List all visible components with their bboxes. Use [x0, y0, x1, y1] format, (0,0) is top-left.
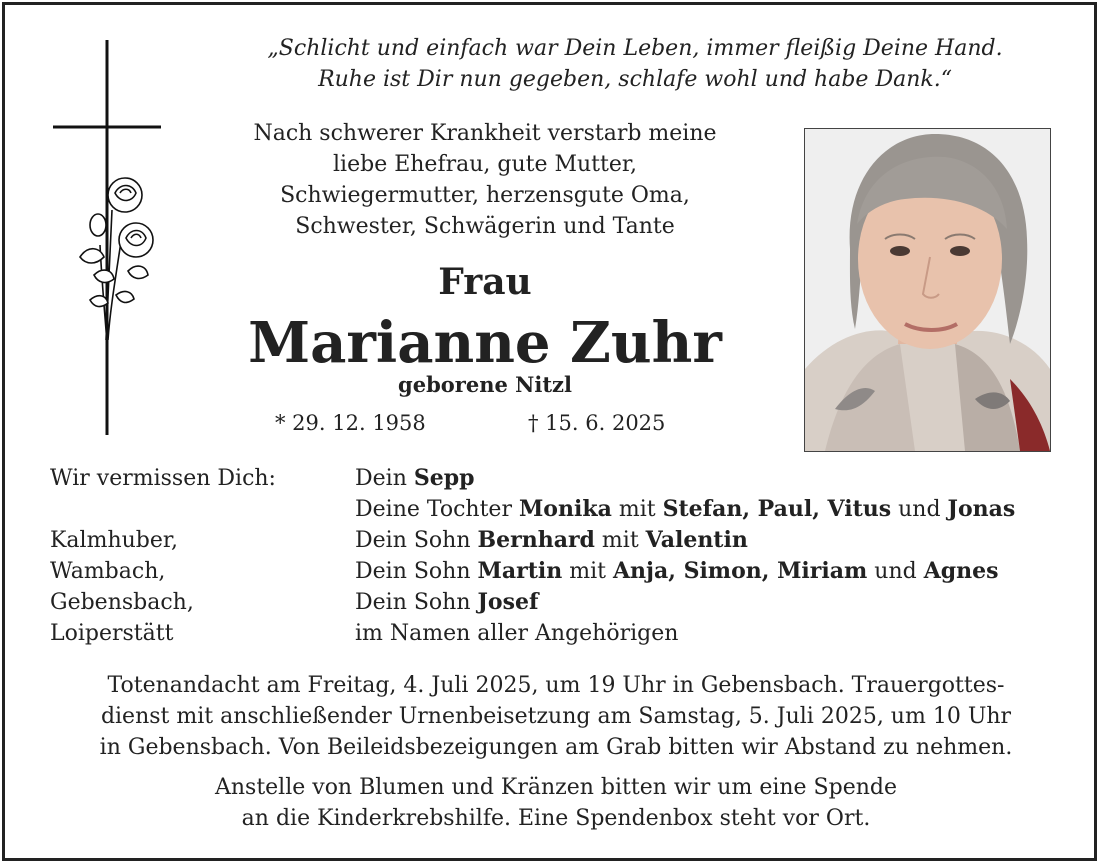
mourner-names	[355, 463, 475, 494]
quote	[185, 33, 1085, 95]
mourner-row	[50, 494, 1080, 525]
donation-line: an die Kinderkrebshilfe. Eine Spendenbox steht vor Ort.	[241, 806, 871, 831]
mourner-name: Jonas	[947, 496, 1016, 522]
mourner-names	[355, 525, 748, 556]
mourner-text: Dein Sohn	[355, 528, 478, 553]
mourner-name: Valentin	[645, 527, 748, 553]
mourner-name: Monika	[518, 496, 612, 522]
mourner-text: und	[891, 497, 948, 522]
mourner-place: Kalmhuber,	[50, 528, 178, 553]
birth-date: * 29. 12. 1958	[275, 411, 426, 435]
mourner-name: Anja, Simon, Miriam	[612, 558, 868, 584]
announcement-line: Schwester, Schwägerin und Tante	[295, 214, 675, 239]
donation-info	[45, 772, 1067, 834]
mourner-text: mit	[562, 559, 613, 584]
mourner-row	[50, 525, 1080, 556]
mourner-row	[50, 463, 1080, 494]
mourner-name: Josef	[477, 589, 539, 615]
mourner-place: Wambach,	[50, 559, 166, 584]
mourner-text: Dein	[355, 466, 414, 491]
quote-line: Ruhe ist Dir nun gegeben, schlafe wohl und habe Dank.“	[318, 67, 952, 92]
cross-with-roses-icon	[50, 35, 165, 440]
portrait-photo	[804, 128, 1051, 452]
mourner-name: Stefan, Paul, Vitus	[662, 496, 892, 522]
mourner-name: Agnes	[923, 558, 999, 584]
mourner-text: mit	[611, 497, 663, 522]
service-line: Totenandacht am Freitag, 4. Juli 2025, um 19 Uhr in Gebensbach. Trauergottes-	[107, 673, 1005, 698]
mourner-text: Dein Sohn	[355, 590, 478, 615]
mourner-names	[355, 494, 1015, 525]
death-date: † 15. 6. 2025	[528, 411, 666, 435]
birth-name: geborene Nitzl	[398, 372, 572, 397]
mourner-place: Wir vermissen Dich:	[50, 466, 276, 491]
service-line: dienst mit anschließender Urnenbeisetzung am Samstag, 5. Juli 2025, um 10 Uhr	[100, 704, 1012, 729]
announcement-text	[205, 118, 765, 242]
announcement-line: Nach schwerer Krankheit verstarb meine	[253, 121, 717, 146]
donation-line: Anstelle von Blumen und Kränzen bitten wir um eine Spende	[214, 775, 898, 800]
mourner-text: mit	[594, 528, 646, 553]
mourner-row	[50, 618, 1080, 649]
mourner-name: Sepp	[413, 465, 475, 491]
mourner-names	[355, 587, 538, 618]
mourner-text: im Namen aller Angehörigen	[355, 621, 679, 646]
mourner-text: Deine Tochter	[355, 497, 519, 522]
mourner-place: Gebensbach,	[50, 590, 194, 615]
mourner-place: Loiperstätt	[50, 621, 174, 646]
mourner-text: Dein Sohn	[355, 559, 478, 584]
obituary-notice	[2, 2, 1097, 861]
mourner-names	[355, 618, 678, 649]
salutation: Frau	[438, 261, 532, 303]
mourner-row	[50, 556, 1080, 587]
deceased-name: Marianne Zuhr	[248, 310, 722, 376]
announcement-line: Schwiegermutter, herzensgute Oma,	[280, 183, 690, 208]
portrait-image	[805, 129, 1050, 451]
mourner-name: Bernhard	[477, 527, 595, 553]
mourner-name: Martin	[477, 558, 563, 584]
mourner-row	[50, 587, 1080, 618]
announcement-line: liebe Ehefrau, gute Mutter,	[333, 152, 637, 177]
quote-line: „Schlicht und einfach war Dein Leben, immer fleißig Deine Hand.	[267, 36, 1003, 61]
service-line: in Gebensbach. Von Beileidsbezeigungen am Grab bitten wir Abstand zu nehmen.	[99, 735, 1013, 760]
mourner-text: und	[867, 559, 924, 584]
mourner-names	[355, 556, 999, 587]
service-info	[45, 670, 1067, 763]
